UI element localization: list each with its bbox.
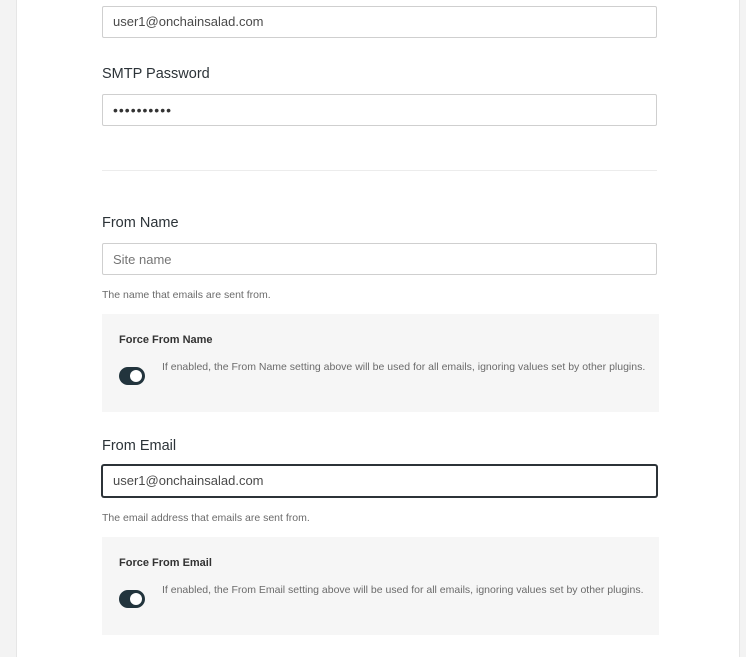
force-from-name-toggle[interactable] [119, 367, 145, 385]
section-divider [102, 170, 657, 171]
settings-panel [16, 0, 740, 657]
force-from-name-title: Force From Name [119, 334, 213, 346]
force-from-email-title: Force From Email [119, 557, 212, 569]
force-from-name-box [102, 314, 659, 412]
from-email-input[interactable]: user1@onchainsalad.com [102, 465, 657, 497]
smtp-password-input[interactable]: •••••••••• [102, 94, 657, 126]
force-from-email-toggle[interactable] [119, 590, 145, 608]
force-from-email-box [102, 537, 659, 635]
toggle-knob [130, 370, 142, 382]
smtp-username-input[interactable]: user1@onchainsalad.com [102, 6, 657, 38]
force-from-email-description: If enabled, the From Email setting above will be used for all emails, ignoring values set by other plugins. [162, 584, 644, 596]
smtp-password-label: SMTP Password [102, 66, 210, 82]
from-name-help: The name that emails are sent from. [102, 289, 271, 301]
from-email-label: From Email [102, 438, 177, 454]
from-email-help: The email address that emails are sent from. [102, 512, 310, 524]
from-name-label: From Name [102, 215, 179, 231]
from-name-input[interactable] [102, 243, 657, 275]
force-from-name-description: If enabled, the From Name setting above will be used for all emails, ignoring values set by other plugins. [162, 361, 646, 373]
toggle-knob [130, 593, 142, 605]
